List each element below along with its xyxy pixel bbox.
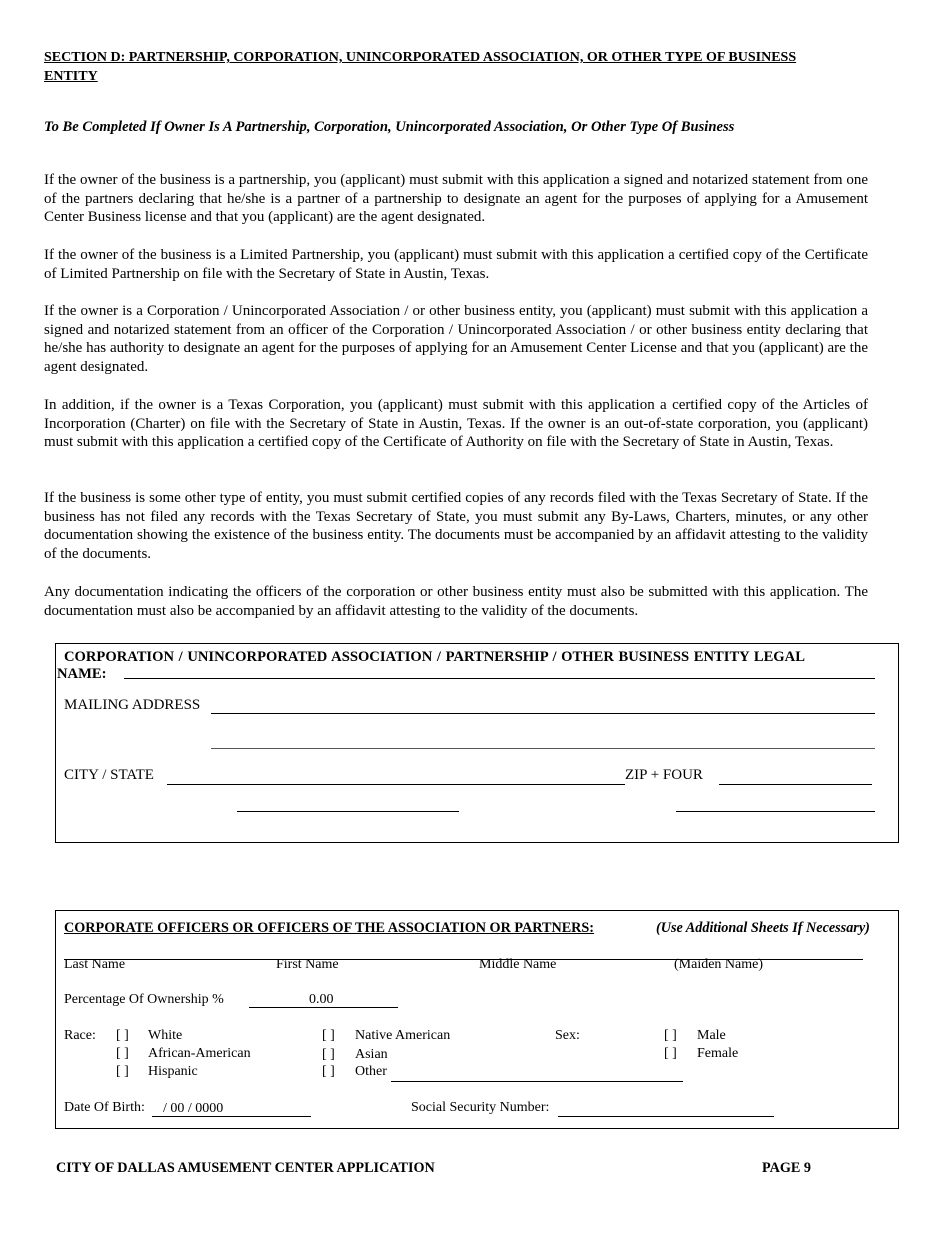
section-title: SECTION D: PARTNERSHIP, CORPORATION, UNINCORPORATED ASSOCIATION, OR OTHER TYPE OF BUSINESS ENTITY bbox=[44, 50, 797, 84]
mailing-address-field-2[interactable] bbox=[211, 748, 875, 749]
sex-male-checkbox[interactable]: [ ] bbox=[664, 1028, 677, 1043]
dob-label: Date Of Birth: bbox=[64, 1100, 145, 1115]
race-native-american-label: Native American bbox=[355, 1028, 451, 1043]
city-state-field[interactable] bbox=[167, 784, 625, 785]
paragraph-officers-documentation: Any documentation indicating the officers of the corporation or other business entity must also be submitted with this application. The documentation must also be accompanied by an affidavit attesting to the validity of the documents. bbox=[44, 584, 868, 619]
race-african-american-label: African-American bbox=[148, 1046, 251, 1061]
blank-field-right[interactable] bbox=[676, 811, 875, 812]
ownership-label: Percentage Of Ownership % bbox=[64, 992, 224, 1007]
blank-field-left[interactable] bbox=[237, 811, 459, 812]
officers-heading bbox=[64, 920, 594, 937]
race-hispanic-label: Hispanic bbox=[148, 1064, 198, 1079]
officers-heading-text: CORPORATE OFFICERS OR OFFICERS OF THE ASSOCIATION OR PARTNERS: bbox=[64, 920, 595, 936]
legal-name-label: CORPORATION / UNINCORPORATED ASSOCIATION / PARTNERSHIP / OTHER BUSINESS ENTITY LEGAL bbox=[64, 649, 805, 665]
col-maiden-name: (Maiden Name) bbox=[674, 957, 764, 972]
col-last-name: Last Name bbox=[64, 957, 126, 972]
dob-value: / 00 / 0000 bbox=[163, 1101, 224, 1116]
paragraph-corporation: If the owner is a Corporation / Unincorporated Association / or other business entity, you (applicant) must submit with this application a signed and notarized statement from an officer of the Corporation / Unincorporated Association / or other business entity declaring that he/she has authority to designate an agent for the purposes of applying for an Amusement Center License and that you (applicant) are the agent designated. bbox=[44, 303, 868, 375]
sex-female-checkbox[interactable]: [ ] bbox=[664, 1046, 677, 1061]
race-other-checkbox[interactable]: [ ] bbox=[322, 1064, 335, 1079]
officers-box bbox=[55, 910, 899, 1129]
sex-female-label: Female bbox=[697, 1046, 739, 1061]
page-number: PAGE 9 bbox=[762, 1160, 811, 1176]
mailing-address-field[interactable] bbox=[211, 713, 875, 714]
ssn-field[interactable] bbox=[558, 1116, 774, 1117]
paragraph-other-entity: If the business is some other type of entity, you must submit certified copies of any records filed with the Texas Secretary of State. If the business has not filed any records with the Texas Secretary of State, you must submit any By-Laws, Charters, minutes, or any other documentation showing the existence of the business entity. The documents must be accompanied by an affidavit attesting to the validity of the documents. bbox=[44, 490, 868, 562]
col-middle-name: Middle Name bbox=[479, 957, 557, 972]
sex-male-label: Male bbox=[697, 1028, 726, 1043]
paragraph-texas-corporation: In addition, if the owner is a Texas Corporation, you (applicant) must submit with this application a certified copy of the Articles of Incorporation (Charter) on file with the Secretary of State in Austin, Texas. If the owner is an out-of-state corporation, you (applicant) must submit with this application a certified copy of the Certificate of Authority on file with the Secretary of State in Austin, Texas. bbox=[44, 397, 868, 451]
race-hispanic-checkbox[interactable]: [ ] bbox=[116, 1064, 129, 1079]
race-african-american-checkbox[interactable]: [ ] bbox=[116, 1046, 129, 1061]
race-label: Race: bbox=[64, 1028, 96, 1043]
zip-field[interactable] bbox=[719, 784, 872, 785]
race-white-checkbox[interactable]: [ ] bbox=[116, 1028, 129, 1043]
race-other-field[interactable] bbox=[391, 1081, 683, 1082]
race-asian-label: Asian bbox=[355, 1047, 388, 1062]
ssn-label: Social Security Number: bbox=[411, 1100, 550, 1115]
col-first-name: First Name bbox=[276, 957, 339, 972]
legal-name-label-cont: NAME: bbox=[57, 666, 107, 682]
ownership-value: 0.00 bbox=[309, 992, 334, 1007]
race-white-label: White bbox=[148, 1028, 183, 1043]
legal-name-field[interactable] bbox=[124, 678, 875, 679]
zip-label: ZIP + FOUR bbox=[625, 767, 703, 783]
race-native-american-checkbox[interactable]: [ ] bbox=[322, 1028, 335, 1043]
paragraph-limited-partnership: If the owner of the business is a Limited Partnership, you (applicant) must submit with this application a certified copy of the Certificate of Limited Partnership on file with the Secretary of State in Austin, Texas. bbox=[44, 247, 868, 282]
entity-box bbox=[55, 643, 899, 843]
footer-title: CITY OF DALLAS AMUSEMENT CENTER APPLICATION bbox=[56, 1160, 435, 1176]
race-other-label: Other bbox=[355, 1064, 387, 1079]
sex-label: Sex: bbox=[555, 1028, 580, 1043]
officers-heading-note: (Use Additional Sheets If Necessary) bbox=[656, 920, 870, 936]
section-subtitle: To Be Completed If Owner Is A Partnership, Corporation, Unincorporated Association, Or Other Type Of Business bbox=[44, 119, 735, 135]
city-state-label: CITY / STATE bbox=[64, 767, 154, 783]
race-asian-checkbox[interactable]: [ ] bbox=[322, 1047, 335, 1062]
mailing-address-label: MAILING ADDRESS bbox=[64, 697, 201, 713]
paragraph-partnership: If the owner of the business is a partnership, you (applicant) must submit with this application a signed and notarized statement from one of the partners declaring that he/she is a partner of a partnership to designate an agent for the purposes of applying for a Amusement Center Business license and that you (applicant) are the agent designated. bbox=[44, 172, 868, 226]
